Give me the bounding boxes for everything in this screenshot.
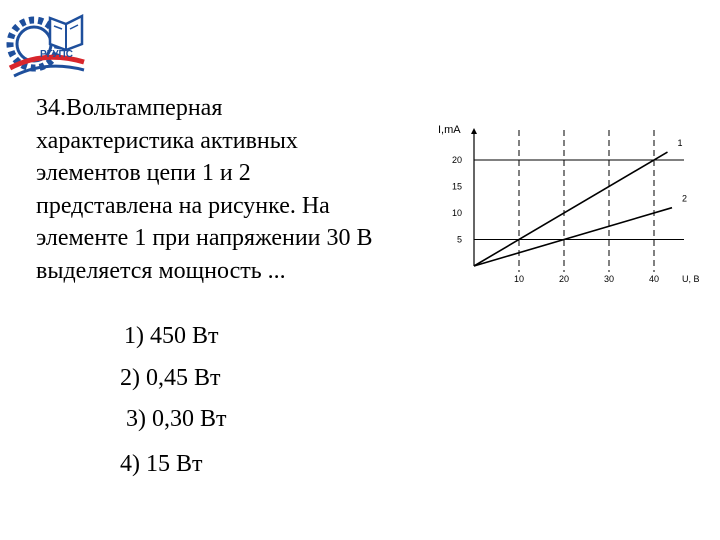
x-tick-label: 30 (603, 274, 615, 284)
x-tick-label: 10 (513, 274, 525, 284)
series-label-1: 1 (677, 138, 683, 149)
x-tick-label: 40 (648, 274, 660, 284)
answer-option-3[interactable]: 3) 0,30 Вт (126, 406, 227, 432)
answer-option-1[interactable]: 1) 450 Вт (124, 323, 219, 349)
book-icon (50, 16, 82, 50)
y-axis-arrow (471, 128, 477, 134)
series-line-1 (474, 152, 668, 266)
iv-characteristic-chart (436, 120, 700, 292)
x-tick-label: 20 (558, 274, 570, 284)
y-tick-label: 20 (451, 155, 462, 165)
series-label-2: 2 (682, 193, 688, 204)
y-tick-label: 10 (451, 208, 462, 218)
answer-option-4[interactable]: 4) 15 Вт (120, 451, 203, 477)
question-text: 34.Вольтамперная характеристика активных элементов цепи 1 и 2 представлена на рисунке. На элементе 1 при напряжении 30 В выделяется мощность ... (36, 95, 373, 284)
answer-option-2[interactable]: 2) 0,45 Вт (120, 365, 221, 391)
series-line-2 (474, 208, 672, 266)
y-tick-label: 5 (456, 234, 462, 245)
logo-text: РГУПС (40, 49, 73, 60)
x-axis-label: U, В (682, 274, 700, 284)
university-logo (4, 4, 88, 88)
y-tick-label: 15 (451, 181, 462, 192)
y-axis-label: I,mA (438, 124, 461, 136)
